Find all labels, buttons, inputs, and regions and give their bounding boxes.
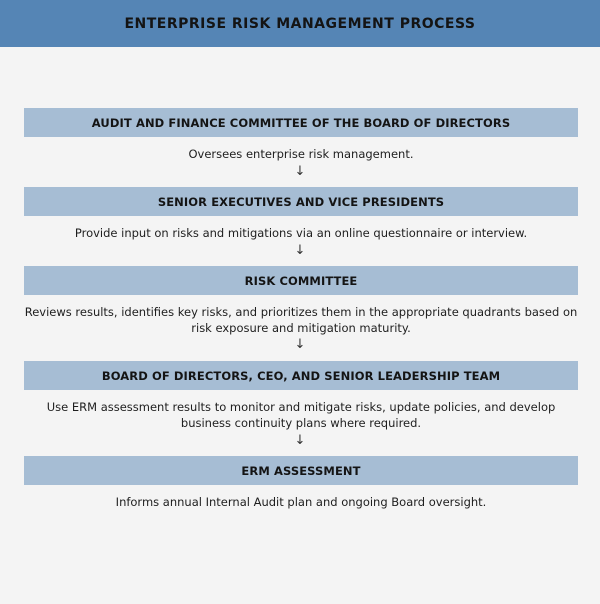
step-label: ERM ASSESSMENT [241,463,361,478]
step-description: Oversees enterprise risk management. [188,147,414,161]
down-arrow-icon: ↓ [294,337,306,352]
step-label: BOARD OF DIRECTORS, CEO, AND SENIOR LEADERSHIP TEAM [101,368,501,383]
step-description: Reviews results, identifies key risks, and prioritizes them in the appropriate quadrants based on risk exposure and mitigation maturity. [24,305,578,335]
step-description: Informs annual Internal Audit plan and ongoing Board oversight. [115,495,487,509]
down-arrow-icon: ↓ [294,433,306,448]
step-label: RISK COMMITTEE [244,273,358,288]
down-arrow-icon: ↓ [294,164,306,179]
step-box-board-ceo-leadership [24,361,578,390]
step-box-audit-finance-committee [24,108,578,137]
step-label: SENIOR EXECUTIVES AND VICE PRESIDENTS [157,194,445,209]
step-box-senior-executives [24,187,578,216]
step-description: Use ERM assessment results to monitor and mitigate risks, update policies, and develop business continuity plans where required. [46,400,556,430]
step-label: AUDIT AND FINANCE COMMITTEE OF THE BOARD OF DIRECTORS [91,115,511,130]
step-box-erm-assessment [24,456,578,485]
page-title: ENTERPRISE RISK MANAGEMENT PROCESS [124,15,476,32]
down-arrow-icon: ↓ [294,243,306,258]
step-box-risk-committee [24,266,578,295]
step-description: Provide input on risks and mitigations via an online questionnaire or interview. [74,226,528,240]
page-header [0,0,600,47]
